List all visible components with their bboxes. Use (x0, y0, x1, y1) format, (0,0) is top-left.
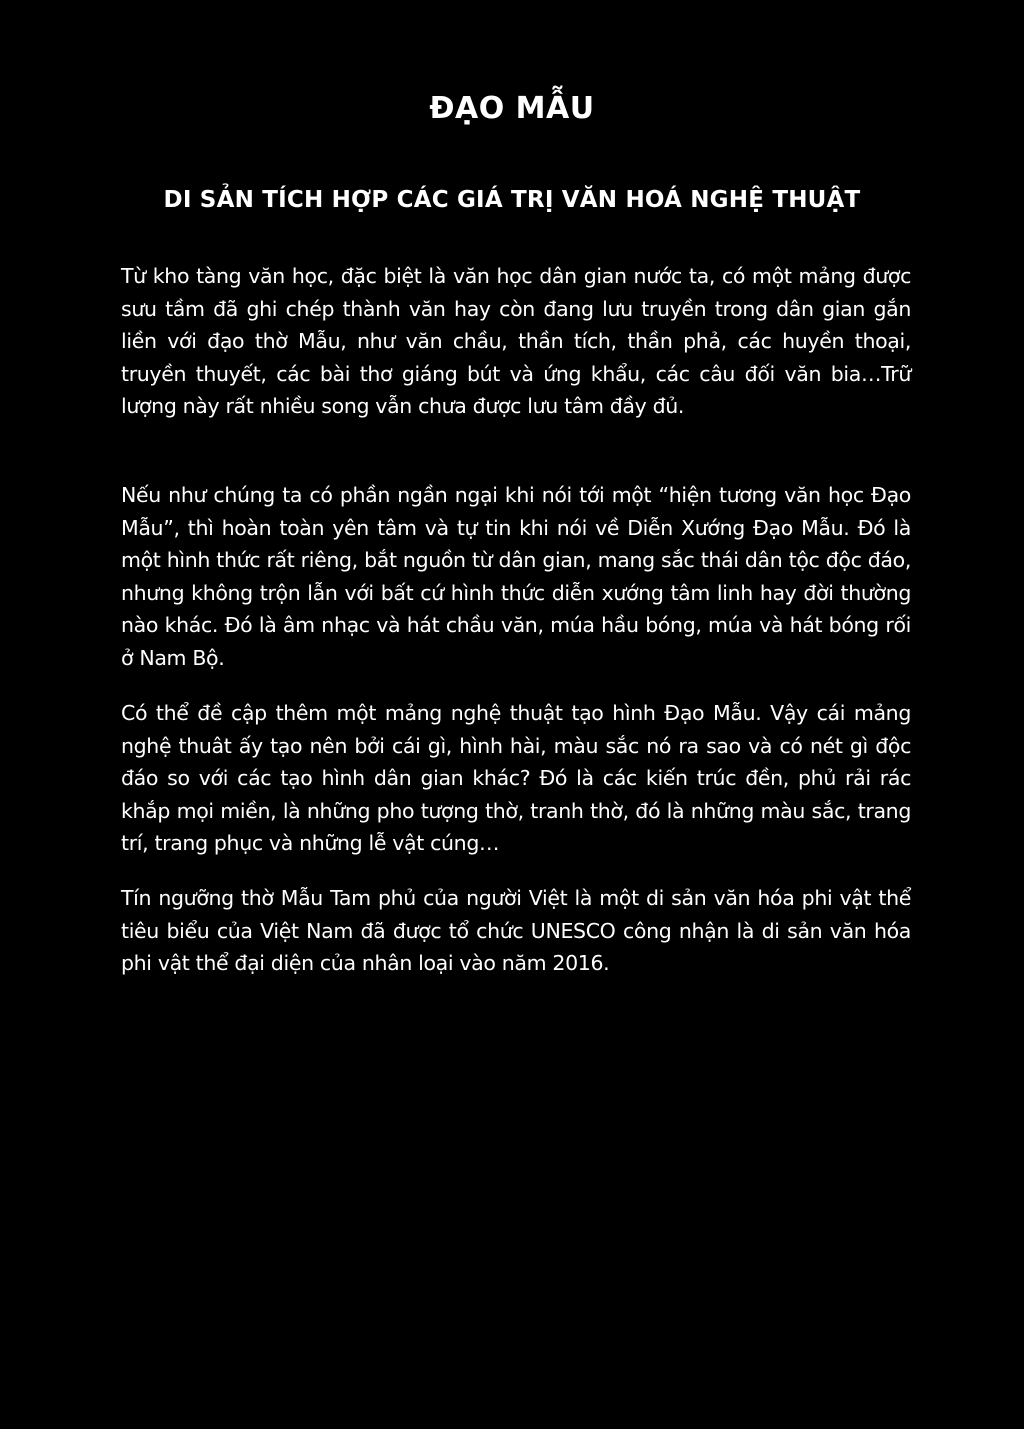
paragraph-3: Có thể đề cập thêm một mảng nghệ thuật tạo hình Đạo Mẫu. Vậy cái mảng nghệ thuât ấy tạo nên bởi cái gì, hình hài, màu sắc nó ra sao và có nét gì độc đáo so với các tạo hình dân gian khác? Đó là các kiến trúc đền, phủ rải rác khắp mọi miền, là những pho tượng thờ, tranh thờ, đó là những màu sắc, trang trí, trang phục và những lễ vật cúng… (121, 701, 911, 855)
paragraph-4: Tín ngưỡng thờ Mẫu Tam phủ của người Việt là một di sản văn hóa phi vật thể tiêu biểu của Việt Nam đã được tổ chức UNESCO công nhận là di sản văn hóa phi vật thể đại diện của nhân loại vào năm 2016. (121, 886, 911, 975)
page-subtitle: DI SẢN TÍCH HỢP CÁC GIÁ TRỊ VĂN HOÁ NGHỆ THUẬT (163, 187, 861, 213)
paragraph-1: Từ kho tàng văn học, đặc biệt là văn học dân gian nước ta, có một mảng được sưu tầm đã ghi chép thành văn hay còn đang lưu truyền trong dân gian gắn liền với đạo thờ Mẫu, như văn chầu, thần tích, thần phả, các huyền thoại, truyền thuyết, các bài thơ giáng bút và ứng khẩu, các câu đối văn bia…Trữ lượng này rất nhiều song vẫn chưa được lưu tâm đầy đủ. (121, 264, 911, 418)
page-title: ĐẠO MẪU (429, 91, 595, 126)
paragraph-2: Nếu như chúng ta có phần ngần ngại khi nói tới một “hiện tương văn học Đạo Mẫu”, thì hoàn toàn yên tâm và tự tin khi nói về Diễn Xướng Đạo Mẫu. Đó là một hình thức rất riêng, bắt nguồn từ dân gian, mang sắc thái dân tộc độc đáo, nhưng không trộn lẫn với bất cứ hình thức diễn xướng tâm linh hay đời thường nào khác. Đó là âm nhạc và hát chầu văn, múa hầu bóng, múa và hát bóng rối ở Nam Bộ. (121, 483, 911, 670)
